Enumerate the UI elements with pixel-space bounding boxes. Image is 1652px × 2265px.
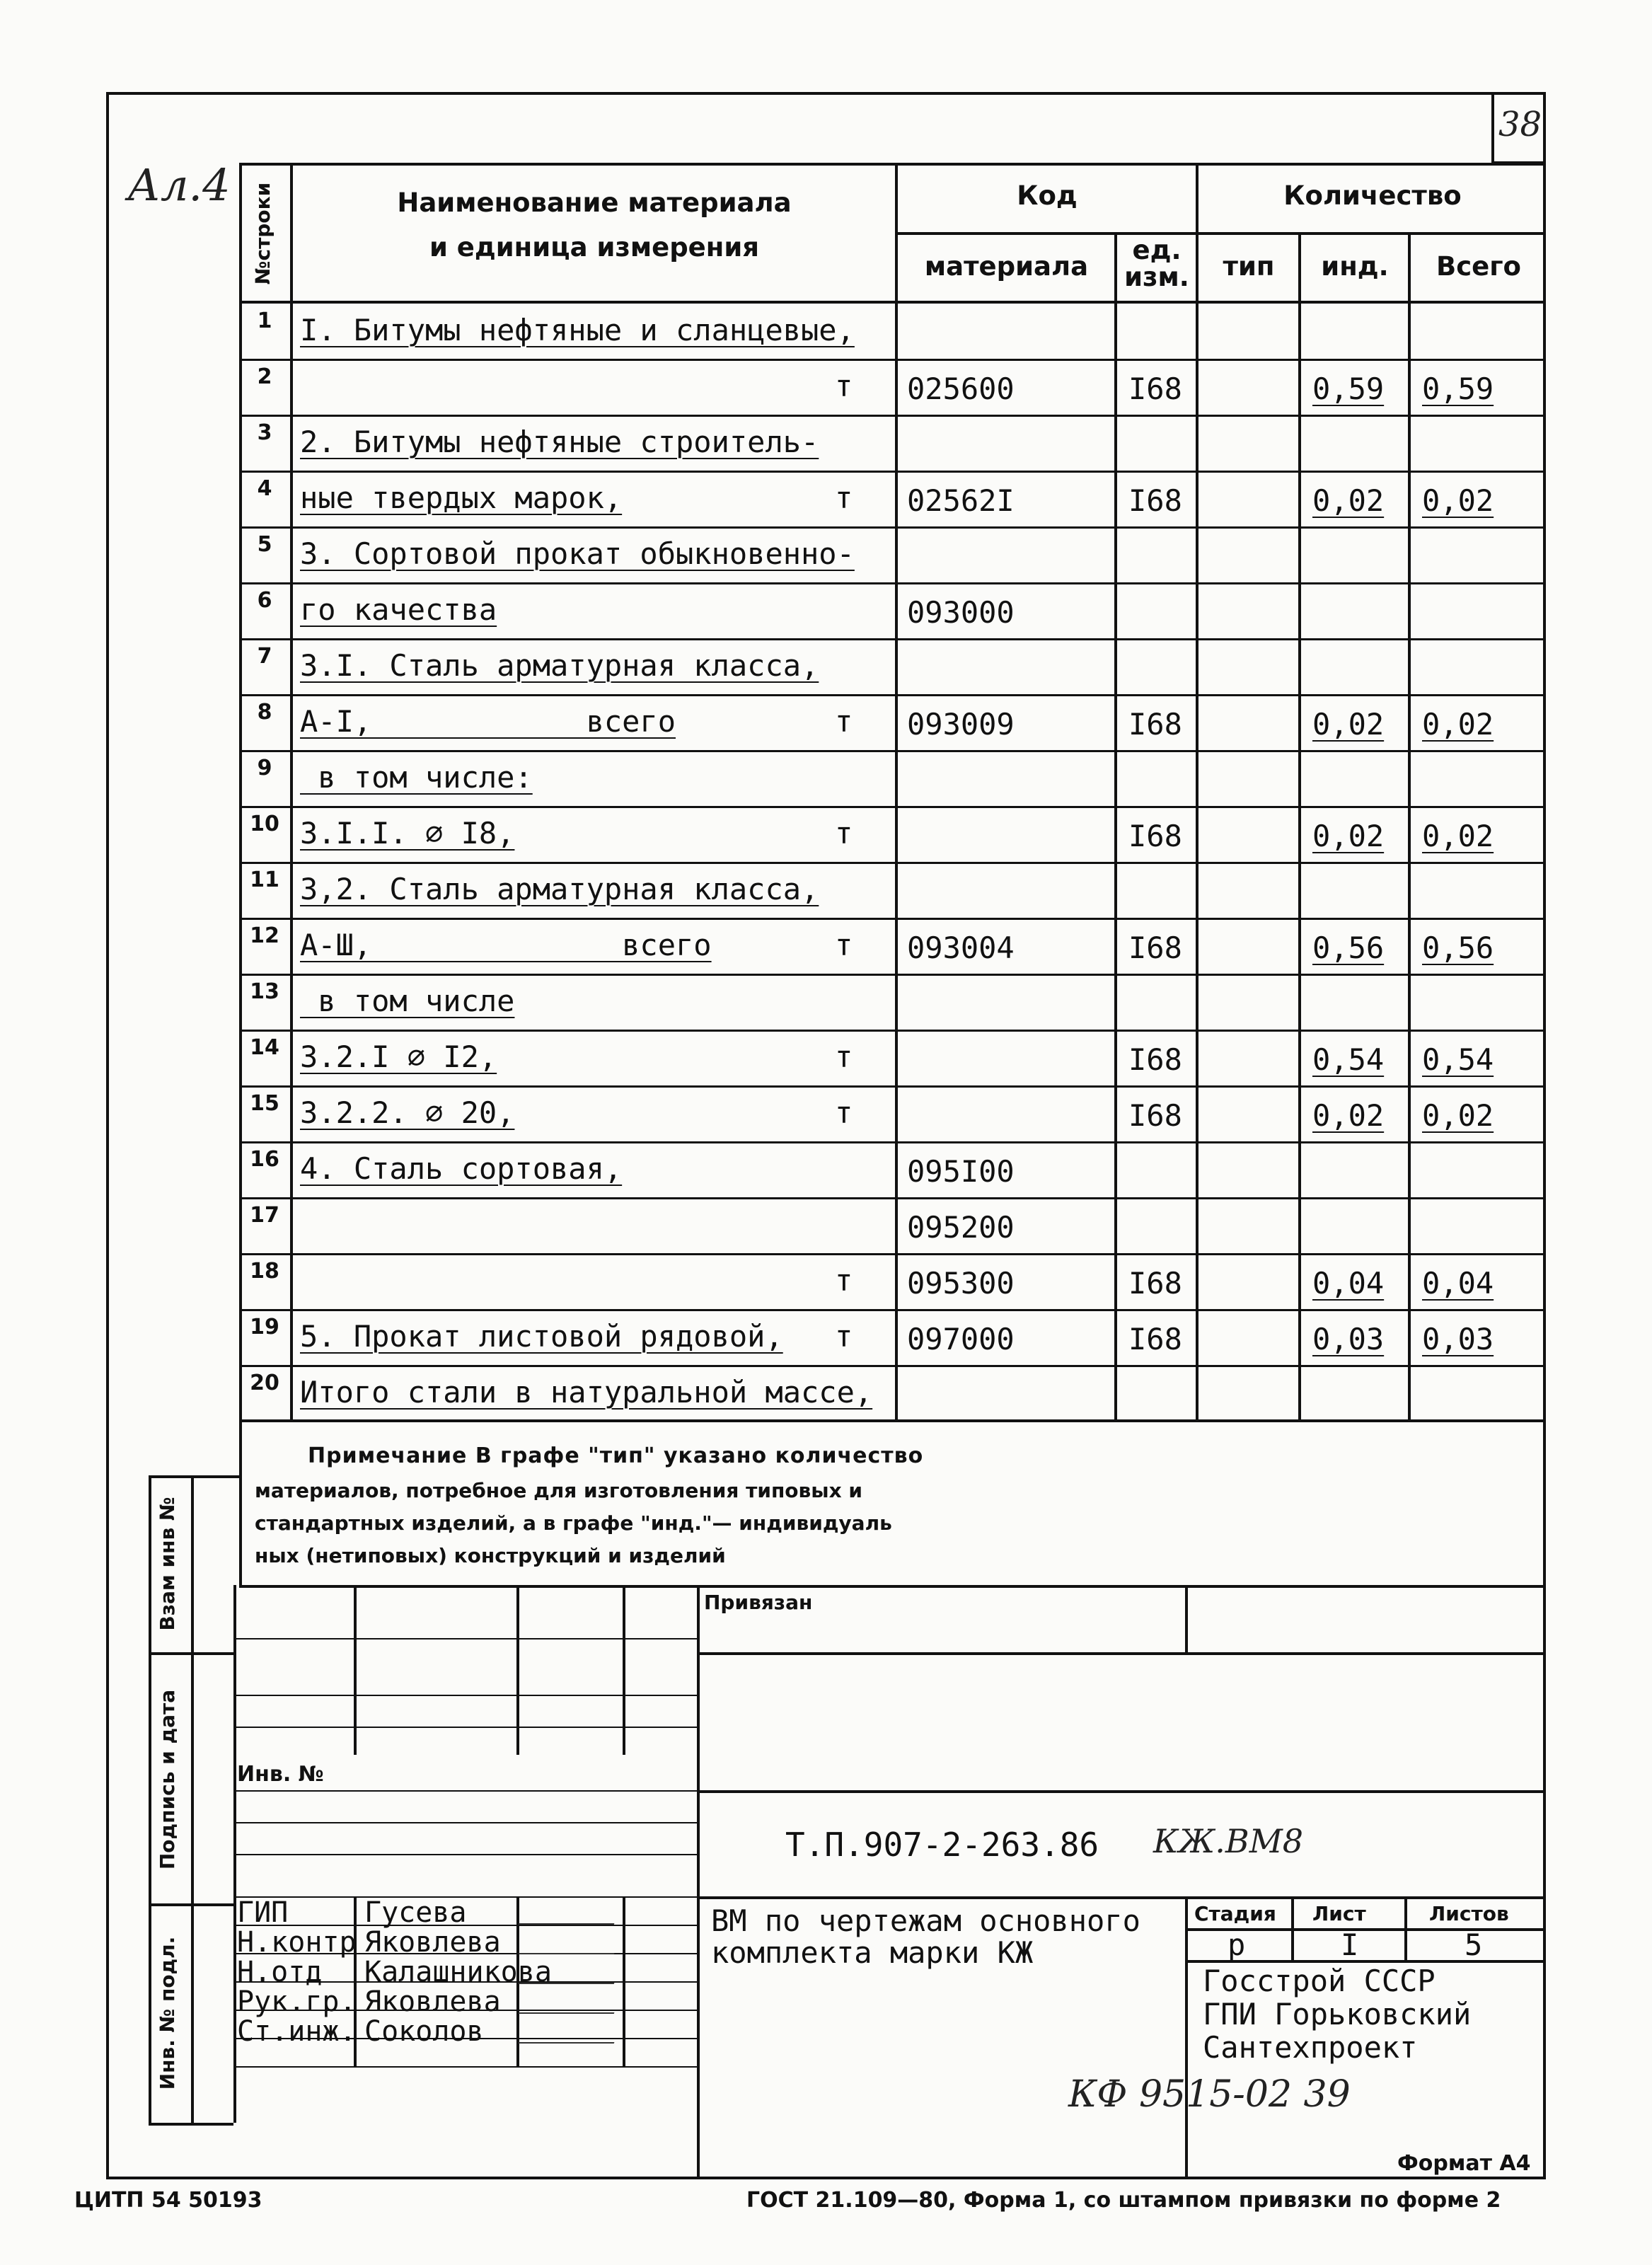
stamp-grid-line xyxy=(233,1638,697,1639)
row-qty-total: 0,02 xyxy=(1422,819,1494,853)
signer-role: Н.контр xyxy=(237,1926,357,1959)
handwritten-code: КФ 9515-02 39 xyxy=(1068,2073,1351,2116)
qty-ind-header: инд. xyxy=(1321,251,1389,282)
row-qty-total: 0,02 xyxy=(1422,483,1494,518)
sheet-label: Лист xyxy=(1312,1902,1366,1925)
footer-left: ЦИТП 54 50193 xyxy=(74,2188,262,2213)
note-line2: материалов, потребное для изготовления типовых и xyxy=(255,1479,862,1502)
row-number: 20 xyxy=(250,1371,279,1395)
name-header-line2: и единица измерения xyxy=(429,232,760,263)
row-material-code: 095300 xyxy=(907,1266,1015,1301)
row-number: 7 xyxy=(257,644,272,669)
row-unit-code: I68 xyxy=(1128,707,1182,742)
side-label-inv: Инв. № подл. xyxy=(156,1936,179,2090)
row-divider xyxy=(239,750,1546,752)
stamp-grid-line xyxy=(233,1854,697,1855)
signature-scribble xyxy=(519,1956,625,1984)
code-material-header: материала xyxy=(924,251,1089,282)
row-divider xyxy=(239,415,1546,417)
row-name: 3. Сортовой прокат обыкновенно- xyxy=(300,536,855,571)
format-label: Формат А4 xyxy=(1397,2151,1531,2176)
row-name: ные твердых марок, xyxy=(300,480,623,515)
row-divider xyxy=(239,1309,1546,1311)
row-material-code: 095I00 xyxy=(907,1154,1015,1189)
gost-footer: ГОСТ 21.109—80, Форма 1, со штампом привязки по форме 2 xyxy=(746,2188,1501,2213)
qty-total-header: Всего xyxy=(1436,251,1521,282)
row-divider xyxy=(239,918,1546,920)
row-number: 19 xyxy=(250,1315,279,1339)
row-qty-total: 0,02 xyxy=(1422,707,1494,742)
signer-role: Н.отд xyxy=(237,1956,323,1988)
doc-code: Т.П.907-2-263.86 xyxy=(785,1826,1099,1864)
row-divider xyxy=(239,359,1546,361)
row-name: Итого стали в натуральной массе, xyxy=(300,1375,873,1410)
row-unit-code: I68 xyxy=(1128,819,1182,853)
row-unit-code: I68 xyxy=(1128,1098,1182,1133)
sheets-label: Листов xyxy=(1429,1902,1509,1925)
description-line2: комплекта марки КЖ xyxy=(711,1935,1034,1970)
row-name: 3.2.2. ∅ 20, xyxy=(300,1095,515,1130)
stage-value: р xyxy=(1228,1927,1246,1962)
row-unit-sign: т xyxy=(835,369,853,403)
row-number: 16 xyxy=(250,1147,279,1172)
row-unit-sign: т xyxy=(835,480,853,515)
row-qty-ind: 0,56 xyxy=(1312,930,1385,965)
row-divider xyxy=(239,974,1546,976)
row-material-code: 093000 xyxy=(907,595,1015,630)
row-divider xyxy=(239,1253,1546,1255)
stamp-grid-line xyxy=(233,1790,697,1792)
row-number: 17 xyxy=(250,1203,279,1228)
sheet-value: I xyxy=(1341,1927,1359,1962)
signer-name: Яковлева xyxy=(364,1926,501,1959)
row-divider xyxy=(239,1141,1546,1143)
row-unit-code: I68 xyxy=(1128,930,1182,965)
row-number: 14 xyxy=(250,1035,279,1060)
row-unit-sign: т xyxy=(835,1263,853,1298)
row-divider xyxy=(239,526,1546,529)
note-line3: стандартных изделий, а в графе "инд."— индивидуаль xyxy=(255,1511,892,1535)
row-material-code: 097000 xyxy=(907,1322,1015,1356)
row-number: 4 xyxy=(257,476,272,501)
row-unit-code: I68 xyxy=(1128,371,1182,406)
row-qty-total: 0,04 xyxy=(1422,1266,1494,1301)
row-qty-ind: 0,04 xyxy=(1312,1266,1385,1301)
row-divider xyxy=(239,862,1546,864)
row-unit-sign: т xyxy=(835,1039,853,1074)
stamp-grid-line xyxy=(233,1727,697,1728)
stamp-grid-line xyxy=(233,2066,697,2068)
signer-name: Калашникова xyxy=(364,1956,552,1988)
row-name: 3.I.I. ∅ I8, xyxy=(300,816,515,851)
row-unit-code: I68 xyxy=(1128,1266,1182,1301)
row-divider xyxy=(239,694,1546,696)
row-divider xyxy=(239,1197,1546,1199)
note-line4: ных (нетиповых) конструкций и изделий xyxy=(255,1544,726,1567)
row-material-code: 025600 xyxy=(907,371,1015,406)
row-qty-total: 0,03 xyxy=(1422,1322,1494,1356)
row-material-code: 095200 xyxy=(907,1210,1015,1245)
row-number: 2 xyxy=(257,364,272,389)
row-unit-sign: т xyxy=(835,704,853,739)
side-label-podpis: Подпись и дата xyxy=(156,1689,179,1870)
sheets-value: 5 xyxy=(1465,1927,1483,1962)
row-name: 4. Сталь сортовая, xyxy=(300,1151,623,1186)
row-unit-code: I68 xyxy=(1128,483,1182,518)
row-name: 3.2.I ∅ I2, xyxy=(300,1039,497,1074)
org-line2: ГПИ Горьковский xyxy=(1203,1997,1472,2031)
signer-role: Рук.гр. xyxy=(237,1986,357,2018)
note-line1: Примечание В графе "тип" указано количество xyxy=(308,1443,924,1468)
stamp-grid-line xyxy=(233,1695,697,1696)
row-name: I. Битумы нефтяные и сланцевые, xyxy=(300,313,855,347)
org-line1: Госстрой СССР xyxy=(1203,1964,1436,1998)
row-divider xyxy=(239,1030,1546,1032)
privyazan-label: Привязан xyxy=(704,1591,813,1614)
code-header: Код xyxy=(1017,180,1078,211)
row-divider xyxy=(239,1365,1546,1367)
row-name: го качества xyxy=(300,592,497,627)
org-line3: Сантехпроект xyxy=(1203,2030,1418,2065)
row-material-code: 093009 xyxy=(907,707,1015,742)
row-name: 5. Прокат листовой рядовой, xyxy=(300,1319,783,1354)
row-qty-ind: 0,03 xyxy=(1312,1322,1385,1356)
row-number: 8 xyxy=(257,700,272,725)
row-name: А-I, всего xyxy=(300,704,676,739)
row-name: 2. Битумы нефтяные строитель- xyxy=(300,425,819,459)
signature-scribble xyxy=(519,2015,625,2044)
row-divider xyxy=(239,582,1546,584)
signature-scribble xyxy=(519,1986,625,2014)
stamp-grid-line xyxy=(233,1822,697,1823)
row-qty-ind: 0,59 xyxy=(1312,371,1385,406)
code-unit-header: ед. изм. xyxy=(1124,235,1189,292)
row-number: 11 xyxy=(250,868,279,892)
signer-name: Гусева xyxy=(364,1896,467,1929)
row-number-header: №строки xyxy=(251,182,275,285)
row-number: 1 xyxy=(257,309,272,333)
row-number: 9 xyxy=(257,756,272,780)
row-number: 6 xyxy=(257,588,272,613)
row-unit-sign: т xyxy=(835,1095,853,1130)
row-qty-ind: 0,54 xyxy=(1312,1042,1385,1077)
row-name: 3,2. Сталь арматурная класса, xyxy=(300,872,819,906)
row-name: в том числе: xyxy=(300,760,533,795)
signer-role: Ст.инж. xyxy=(237,2015,357,2048)
row-name: А-Ш, всего xyxy=(300,928,712,962)
row-unit-sign: т xyxy=(835,928,853,962)
row-divider xyxy=(239,806,1546,808)
row-qty-total: 0,56 xyxy=(1422,930,1494,965)
row-divider xyxy=(239,471,1546,473)
row-unit-sign: т xyxy=(835,816,853,851)
signature-scribble xyxy=(519,1926,625,1954)
row-material-code: 02562I xyxy=(907,483,1015,518)
row-name: 3.I. Сталь арматурная класса, xyxy=(300,648,819,683)
row-qty-total: 0,59 xyxy=(1422,371,1494,406)
row-number: 3 xyxy=(257,420,272,445)
row-qty-ind: 0,02 xyxy=(1312,819,1385,853)
row-qty-total: 0,02 xyxy=(1422,1098,1494,1133)
signer-role: ГИП xyxy=(237,1896,289,1929)
stage-label: Стадия xyxy=(1194,1902,1276,1925)
row-unit-sign: т xyxy=(835,1319,853,1354)
qty-type-header: тип xyxy=(1223,251,1275,282)
row-number: 13 xyxy=(250,979,279,1004)
row-unit-code: I68 xyxy=(1128,1322,1182,1356)
inv-no-label: Инв. № xyxy=(237,1762,324,1787)
row-qty-ind: 0,02 xyxy=(1312,707,1385,742)
row-qty-ind: 0,02 xyxy=(1312,483,1385,518)
album-mark: Ал.4 xyxy=(127,159,231,211)
row-qty-ind: 0,02 xyxy=(1312,1098,1385,1133)
signer-name: Соколов xyxy=(364,2015,484,2048)
signer-name: Яковлева xyxy=(364,1986,501,2018)
sheet-number: 38 xyxy=(1498,105,1542,144)
row-material-code: 093004 xyxy=(907,930,1015,965)
row-number: 15 xyxy=(250,1091,279,1116)
row-number: 12 xyxy=(250,923,279,948)
quantity-header: Количество xyxy=(1283,180,1462,211)
row-number: 18 xyxy=(250,1259,279,1284)
signature-scribble xyxy=(519,1896,625,1925)
row-name: в том числе xyxy=(300,984,515,1018)
name-header-line1: Наименование материала xyxy=(397,188,792,218)
row-divider xyxy=(239,1085,1546,1088)
row-number: 10 xyxy=(250,812,279,836)
row-number: 5 xyxy=(257,532,272,557)
row-qty-total: 0,54 xyxy=(1422,1042,1494,1077)
row-unit-code: I68 xyxy=(1128,1042,1182,1077)
row-divider xyxy=(239,638,1546,640)
doc-mark: КЖ.ВМ8 xyxy=(1153,1822,1304,1860)
side-label-vzam: Взам инв № xyxy=(156,1497,179,1631)
description-line1: ВМ по чертежам основного xyxy=(711,1903,1140,1938)
